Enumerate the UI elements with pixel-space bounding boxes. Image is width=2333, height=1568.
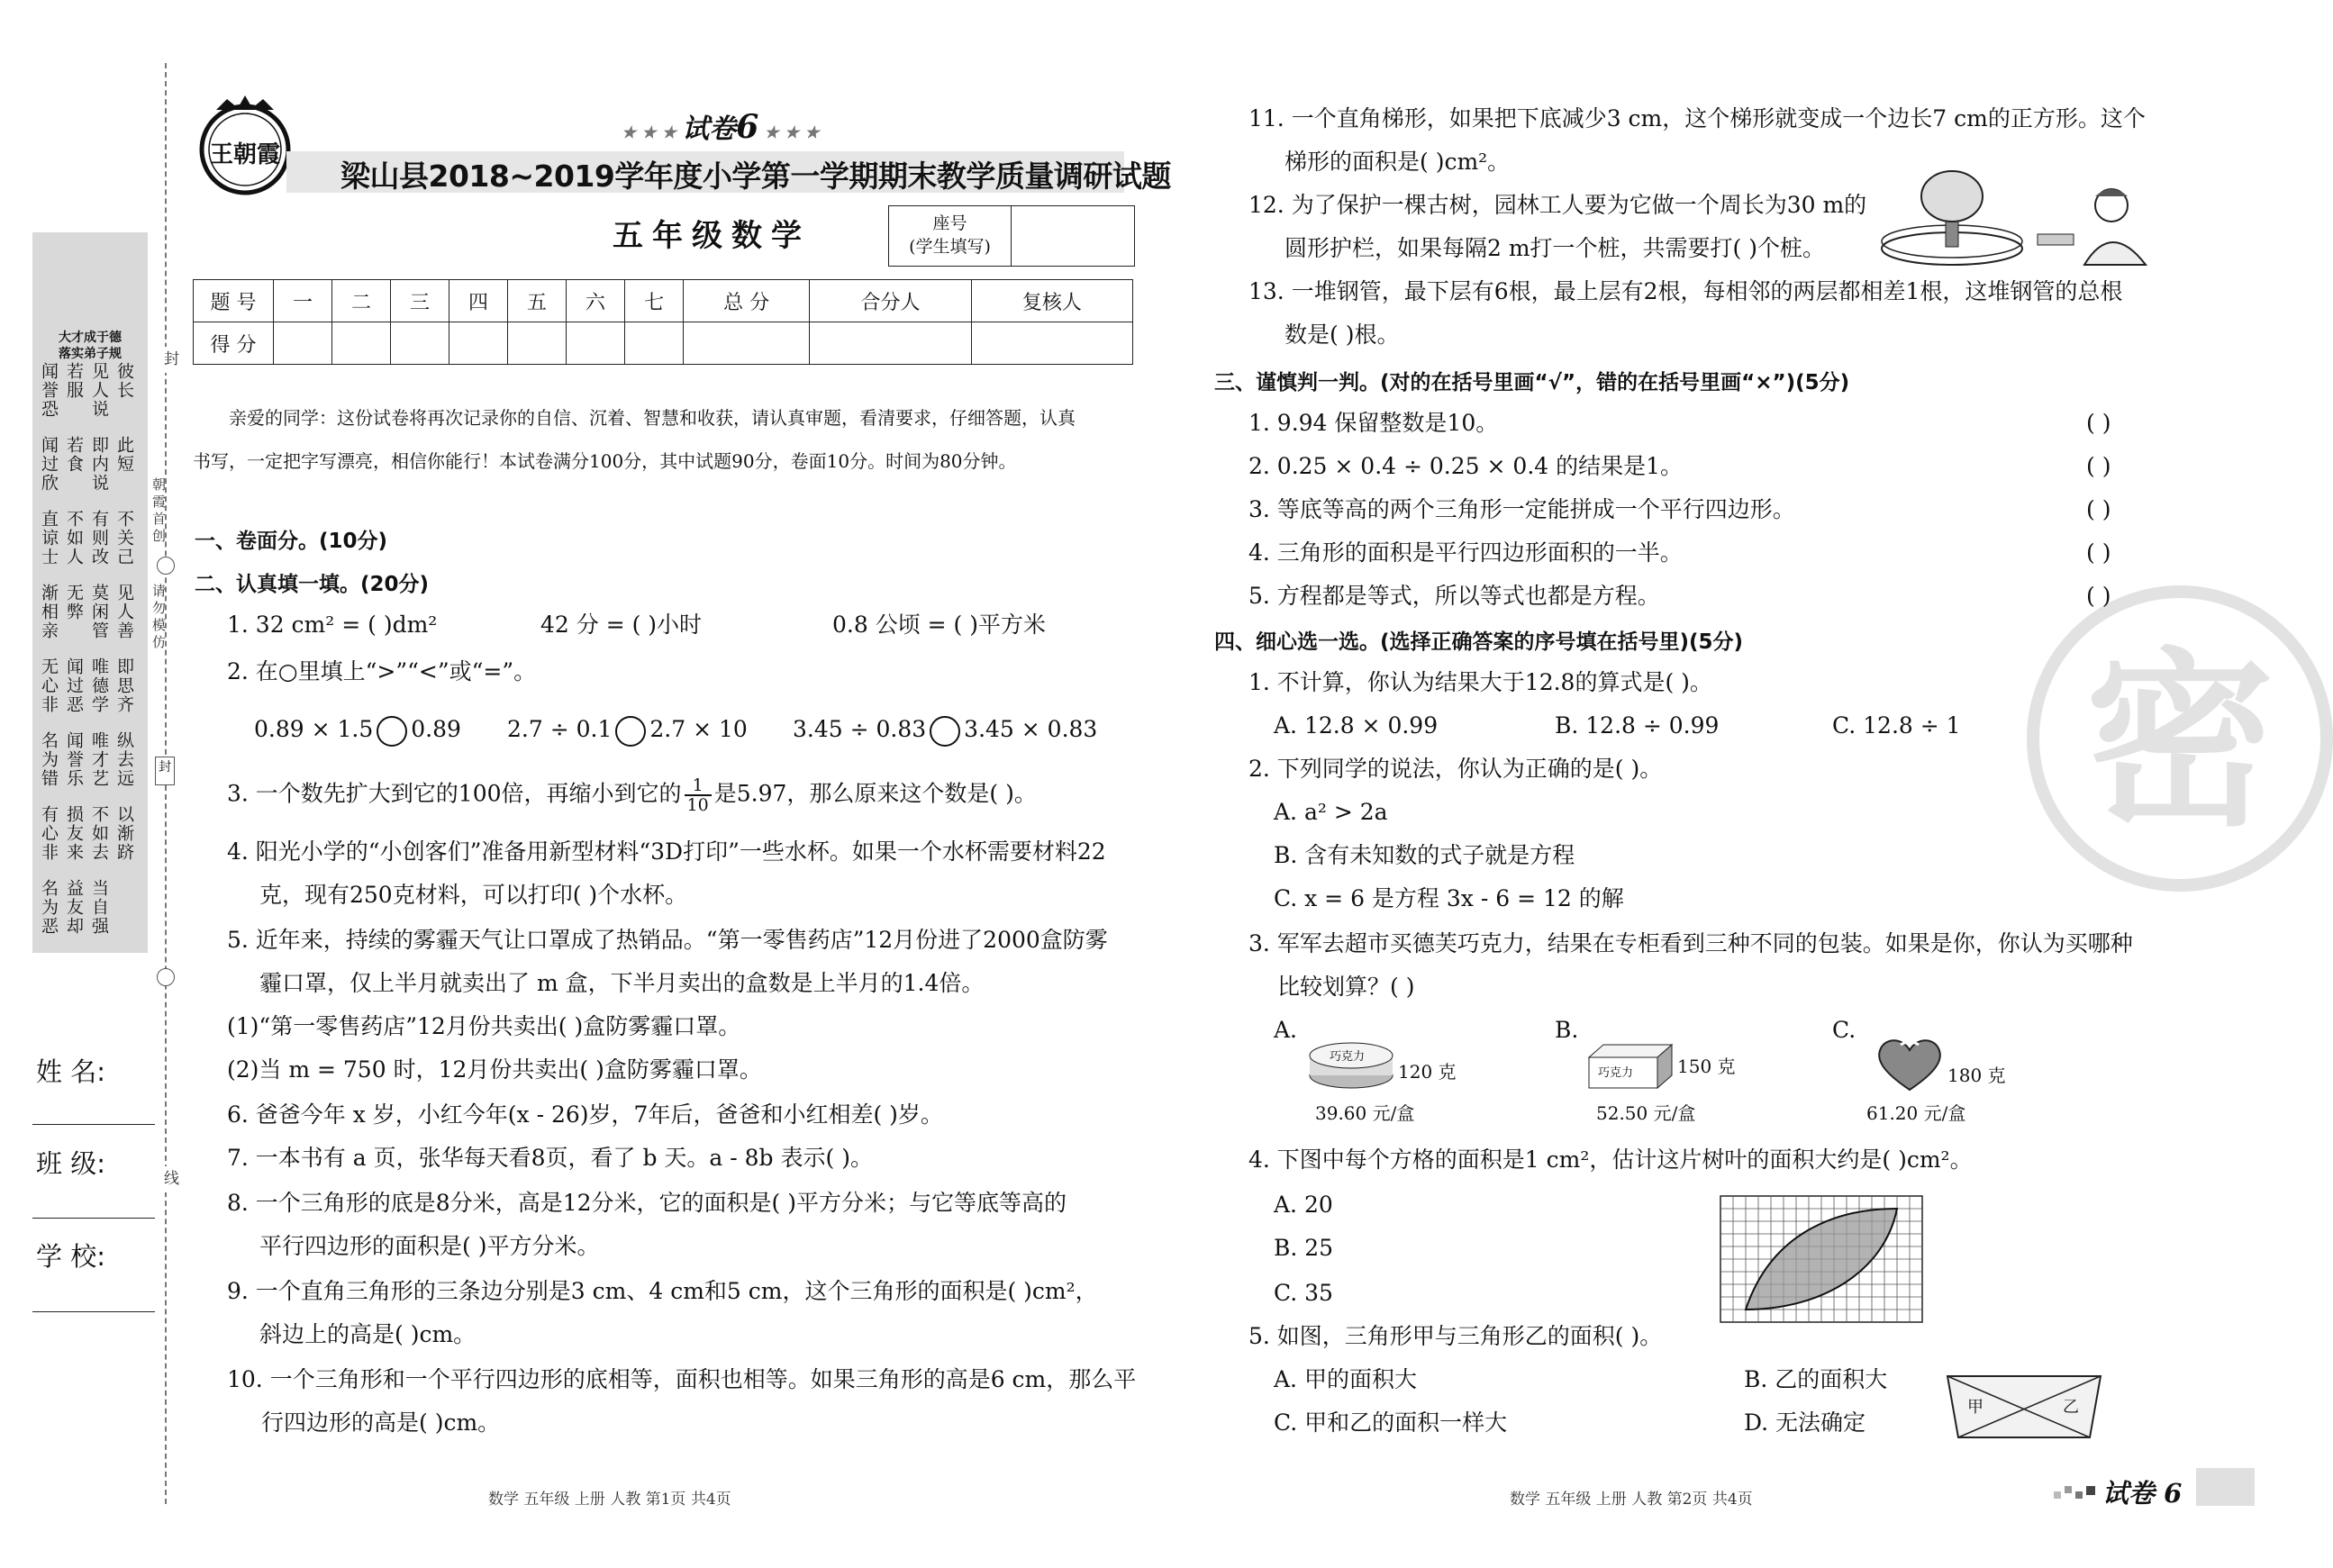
footer-right: 数学 五年级 上册 人教 第2页 共4页 [1510, 1491, 1753, 1509]
motto-column: 唯才艺 [89, 731, 109, 788]
judge-item-1: 1. 9.94 保留整数是10。 [1248, 410, 1499, 436]
score-value-row [194, 322, 1133, 365]
fill-q1c: 0.8 公顷 = ( )平方米 [832, 612, 1046, 638]
choice-q4-a: A. 20 [1274, 1192, 1333, 1218]
choice-q3-line1: 3. 军军去超市买德芙巧克力，结果在专柜看到三种不同的包装。如果是你，你认为买哪种 [1248, 930, 2133, 956]
motto-column: 若食 [64, 436, 84, 474]
subject-title: 五年级数学 [613, 218, 811, 254]
motto-column: 闻誉乐 [64, 731, 84, 788]
school-label: 学 校: [36, 1241, 105, 1272]
motto-column: 损友来 [64, 805, 84, 862]
fill-q4-line2: 克，现有250克材料，可以打印( )个水杯。 [259, 882, 688, 908]
score-head-cell: 题 号 [194, 280, 274, 322]
score-head-cell: 五 [508, 280, 567, 322]
motto-column: 不关己 [114, 510, 134, 566]
fill-q1b: 42 分 = ( )小时 [540, 612, 703, 638]
motto-column: 即内说 [89, 436, 109, 493]
motto-column: 闻过欣 [39, 436, 59, 493]
fill-q3: 3. 一个数先扩大到它的100倍，再缩小到它的 $\frac{1}{10}$ 是5.97，那么原来这个数是( )。 [227, 775, 1037, 815]
seat-sub: (学生填写) [909, 237, 991, 257]
seal-word-xian: 线 [159, 1166, 181, 1192]
score-input-cell[interactable] [391, 322, 449, 365]
choc-a-weight: 120 克 [1398, 1061, 1457, 1083]
score-head-cell: 总 分 [684, 280, 810, 322]
score-head-cell: 复核人 [971, 280, 1132, 322]
compare-b: 2.7 ÷ 0.1 2.7 × 10 [507, 713, 748, 747]
side-note-2: 请勿模仿 [150, 584, 167, 652]
score-head-cell: 七 [625, 280, 684, 322]
choc-c-price: 61.20 元/盒 [1866, 1102, 1966, 1124]
compare-a: 0.89 × 1.5 0.89 [254, 713, 461, 747]
fill-q8-line1: 8. 一个三角形的底是8分米，高是12分米，它的面积是( )平方分米；与它等底等高的 [227, 1190, 1067, 1216]
score-input-cell[interactable] [625, 322, 684, 365]
motto-column: 闻过恶 [64, 657, 84, 714]
svg-text:王朝霞: 王朝霞 [209, 141, 281, 168]
motto-column: 直谅士 [39, 510, 59, 566]
motto-column: 名为恶 [39, 879, 59, 936]
seal-box-mid: 封 [155, 757, 175, 785]
fill-q10-line2: 行四边形的高是( )cm。 [261, 1409, 501, 1436]
choc-b-weight: 150 克 [1677, 1056, 1736, 1077]
choice-q3-line2: 比较划算？( ) [1277, 974, 1415, 1000]
motto-column: 有心非 [39, 805, 59, 862]
choice-q2-b: B. 含有未知数的式子就是方程 [1274, 842, 1575, 868]
fill-q11-line2: 梯形的面积是( )cm²。 [1285, 149, 1511, 175]
judge-answer-3[interactable]: ( ) [2086, 496, 2111, 522]
section-2-title: 二、认真填一填。(20分) [195, 573, 430, 596]
choc-a-price: 39.60 元/盒 [1315, 1102, 1415, 1124]
score-input-cell[interactable] [567, 322, 625, 365]
name-line[interactable] [32, 1124, 155, 1125]
seat-label: 座号 [932, 213, 967, 233]
judge-item-3: 3. 等底等高的两个三角形一定能拼成一个平行四边形。 [1248, 496, 1795, 522]
fill-q6: 6. 爸爸今年 x 岁，小红今年(x - 26)岁，7年后，爸爸和小红相差( )岁。 [227, 1101, 943, 1128]
judge-item-5: 5. 方程都是等式，所以等式也都是方程。 [1248, 583, 1660, 609]
trapezoid-figure [1946, 1373, 2102, 1441]
fill-q5-1: (1)“第一零售药店”12月份共卖出( )盒防雾霾口罩。 [227, 1013, 741, 1039]
fill-q4-line1: 4. 阳光小学的“小创客们”准备用新型材料“3D打印”一些水杯。如果一个水杯需要材料22 [227, 838, 1106, 865]
series-badge: ★ ★ ★ 试卷6 ★ ★ ★ [622, 108, 820, 146]
compare-circle[interactable] [615, 716, 646, 747]
choice-q1: 1. 不计算，你认为结果大于12.8的算式是( )。 [1248, 669, 1712, 695]
score-row-label: 得 分 [194, 322, 274, 365]
judge-answer-5[interactable]: ( ) [2086, 583, 2111, 609]
motto-column: 唯德学 [89, 657, 109, 714]
motto-column: 不如去 [89, 805, 109, 862]
choice-q1-a: A. 12.8 × 0.99 [1274, 712, 1439, 739]
fill-q12-line2: 圆形护栏，如果每隔2 m打一个桩，共需要打( )个桩。 [1285, 235, 1826, 261]
score-head-cell: 四 [449, 280, 508, 322]
choc-b-letter: B. [1555, 1017, 1579, 1043]
fill-q10-line1: 10. 一个三角形和一个平行四边形的底相等，面积也相等。如果三角形的高是6 cm，那么平 [227, 1366, 1137, 1392]
compare-circle[interactable] [377, 716, 407, 747]
section-3-title: 三、谨慎判一判。(对的在括号里画“√”，错的在括号里画“×”)(5分) [1214, 371, 1850, 394]
motto-column: 即思齐 [114, 657, 134, 714]
footer-badge-bg [2196, 1468, 2255, 1506]
fill-q5-line1: 5. 近年来，持续的雾霾天气让口罩成了热销品。“第一零售药店”12月份进了2000盒防雾 [227, 927, 1108, 953]
choice-q4: 4. 下图中每个方格的面积是1 cm²，估计这片树叶的面积大约是( )cm²。 [1248, 1147, 1973, 1173]
binding-hole-1 [157, 557, 175, 575]
motto-column: 若服 [64, 362, 84, 400]
choc-a-letter: A. [1274, 1017, 1298, 1043]
score-table [193, 279, 1133, 365]
seat-input[interactable] [1012, 206, 1134, 266]
motto-column: 以渐跻 [114, 805, 134, 862]
fill-q12-line1: 12. 为了保护一棵古树，园林工人要为它做一个周长为30 m的 [1248, 192, 1867, 218]
motto-column: 渐相亲 [39, 584, 59, 640]
fill-q11-line1: 11. 一个直角梯形，如果把下底减少3 cm，这个梯形就变成一个边长7 cm的正方形。这个 [1248, 105, 2146, 131]
section-1-title: 一、卷面分。(10分) [195, 530, 388, 553]
choice-q1-c: C. 12.8 ÷ 1 [1832, 712, 1961, 739]
score-head-cell: 合分人 [810, 280, 971, 322]
brand-logo [191, 94, 299, 202]
fill-q7: 7. 一本书有 a 页，张华每天看8页，看了 b 天。a - 8b 表示( )。 [227, 1145, 873, 1171]
motto-column: 见人说 [89, 362, 109, 419]
choc-c-heart-box [1875, 1036, 1944, 1092]
seal-word-feng: 封 [159, 347, 181, 373]
name-label: 姓 名: [36, 1056, 105, 1087]
fill-q13-line1: 13. 一堆钢管，最下层有6根，最上层有2根，每相邻的两层都相差1根，这堆钢管的总根 [1248, 278, 2123, 304]
choice-q2-a: A. a² > 2a [1274, 799, 1388, 825]
choice-q5-a: A. 甲的面积大 [1274, 1366, 1417, 1392]
choice-q5-d: D. 无法确定 [1744, 1409, 1866, 1436]
choc-b-price: 52.50 元/盒 [1596, 1102, 1696, 1124]
motto-column: 莫闲管 [89, 584, 109, 640]
compare-c: 3.45 ÷ 0.83 3.45 × 0.83 [793, 713, 1097, 747]
school-line[interactable] [32, 1311, 155, 1312]
score-head-cell: 三 [391, 280, 449, 322]
score-header-row [194, 280, 1133, 322]
intro-text: 亲爱的同学：这份试卷将再次记录你的自信、沉着、智慧和收获，请认真审题，看清要求，仔细答题，认真 书写，一定把字写漂亮，相信你能行！本试卷满分100分，其中试题90分，卷面10分。时间为80分钟。 [193, 407, 1076, 472]
motto-column: 不如人 [64, 510, 84, 566]
footer-badge-squares [2054, 1482, 2099, 1500]
judge-item-4: 4. 三角形的面积是平行四边形面积的一半。 [1248, 539, 1683, 566]
choc-a-box: 巧克力 [1308, 1039, 1394, 1090]
score-input-cell[interactable] [449, 322, 508, 365]
choice-q5: 5. 如图，三角形甲与三角形乙的面积( )。 [1248, 1323, 1663, 1349]
score-input-cell[interactable] [508, 322, 567, 365]
motto-column: 当自强 [89, 879, 109, 936]
footer-left: 数学 五年级 上册 人教 第1页 共4页 [488, 1491, 731, 1509]
motto-column: 无弊 [64, 584, 84, 621]
fill-q5-line2: 霾口罩，仅上半月就卖出了 m 盒，下半月卖出的盒数是上半月的1.4倍。 [259, 970, 985, 996]
motto-text: 大才成于德 落实弟子规 [59, 331, 122, 361]
choice-q4-c: C. 35 [1274, 1280, 1333, 1306]
choc-c-letter: C. [1832, 1017, 1856, 1043]
fill-q5-2: (2)当 m = 750 时，12月份共卖出( )盒防雾霾口罩。 [227, 1056, 762, 1083]
footer-badge: 试卷 6 [2102, 1478, 2183, 1509]
motto-column: 有则改 [89, 510, 109, 566]
score-input-cell[interactable] [971, 322, 1132, 365]
judge-answer-4[interactable]: ( ) [2086, 539, 2111, 566]
choc-b-box: 巧克力 [1587, 1043, 1674, 1090]
label-yi: 乙 [2063, 1398, 2079, 1417]
motto-column: 见人善 [114, 584, 134, 640]
fill-q9-line1: 9. 一个直角三角形的三条边分别是3 cm、4 cm和5 cm，这个三角形的面积是( )cm²， [227, 1278, 1098, 1304]
fill-q9-line2: 斜边上的高是( )cm。 [259, 1321, 477, 1347]
motto-column: 彼长 [114, 362, 134, 400]
label-jia: 甲 [1967, 1398, 1984, 1417]
score-input-cell[interactable] [684, 322, 810, 365]
choice-q5-b: B. 乙的面积大 [1744, 1366, 1888, 1392]
class-label: 班 级: [36, 1148, 105, 1179]
score-input-cell[interactable] [332, 322, 391, 365]
fill-q8-line2: 平行四边形的面积是( )平方分米。 [259, 1233, 600, 1259]
fill-q2: 2. 在○里填上“>”“<”或“=”。 [227, 658, 537, 684]
score-input-cell[interactable] [810, 322, 971, 365]
leaf-grid-figure [1720, 1196, 1922, 1328]
score-head-cell: 一 [274, 280, 332, 322]
watermark-seal: 密 [2027, 585, 2333, 892]
motto-column: 名为错 [39, 731, 59, 788]
motto-column: 无心非 [39, 657, 59, 714]
score-head-cell: 六 [567, 280, 625, 322]
fill-q13-line2: 数是( )根。 [1285, 322, 1400, 348]
section-4-title: 四、细心选一选。(选择正确答案的序号填在括号里)(5分) [1214, 630, 1744, 654]
motto-column: 纵去远 [114, 731, 134, 788]
choc-c-weight: 180 克 [1947, 1065, 2006, 1086]
score-input-cell[interactable] [274, 322, 332, 365]
fill-q1a: 1. 32 cm² = ( )dm² [227, 612, 438, 638]
choice-q2: 2. 下列同学的说法，你认为正确的是( )。 [1248, 756, 1663, 782]
choice-q5-c: C. 甲和乙的面积一样大 [1274, 1409, 1508, 1436]
judge-answer-1[interactable]: ( ) [2086, 410, 2111, 436]
choice-q4-b: B. 25 [1274, 1235, 1334, 1261]
score-head-cell: 二 [332, 280, 391, 322]
exam-title: 梁山县2018~2019学年度小学第一学期期末教学质量调研试题 [340, 159, 1171, 194]
tree-fence-illustration [1875, 169, 2164, 268]
motto-column: 闻誉恐 [39, 362, 59, 419]
motto-column: 益友却 [64, 879, 84, 936]
binding-hole-2 [157, 968, 175, 986]
choice-q2-c: C. x = 6 是方程 3x - 6 = 12 的解 [1274, 885, 1624, 911]
choice-q1-b: B. 12.8 ÷ 0.99 [1555, 712, 1720, 739]
fraction: $\frac{1}{10}$ [685, 776, 712, 814]
motto-column: 此短 [114, 436, 134, 474]
compare-circle[interactable] [930, 716, 960, 747]
side-note-1: 朝霞首创 [150, 477, 167, 546]
judge-answer-2[interactable]: ( ) [2086, 453, 2111, 479]
class-line[interactable] [32, 1218, 155, 1219]
judge-item-2: 2. 0.25 × 0.4 ÷ 0.25 × 0.4 的结果是1。 [1248, 453, 1684, 479]
seat-box [888, 205, 1135, 267]
